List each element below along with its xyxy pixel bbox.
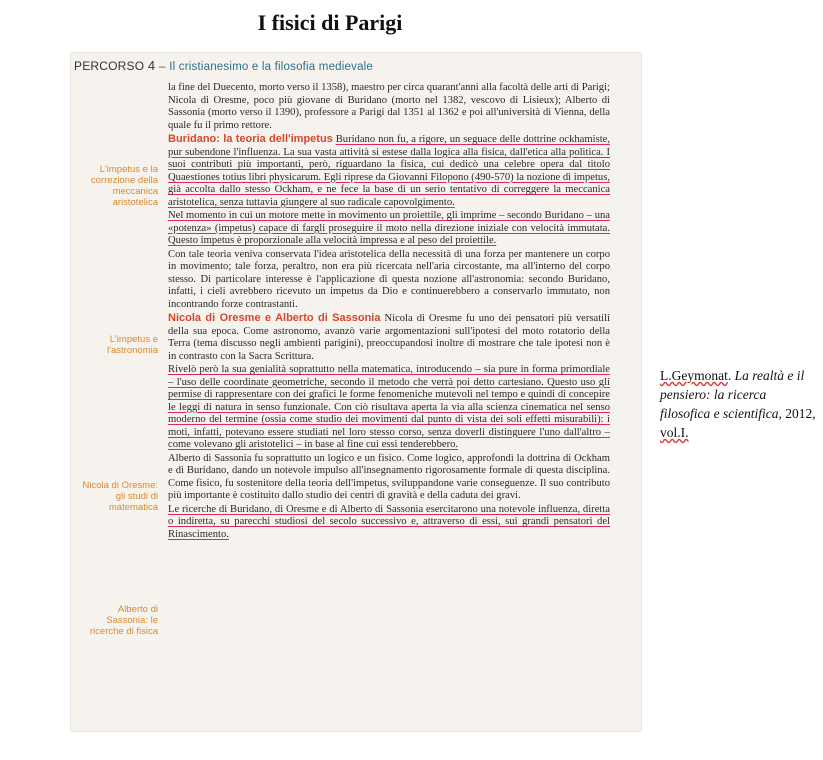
margin-note-impetus: L'impetus e la correzione della meccanica aristotelica	[90, 164, 158, 208]
page-title: I fisici di Parigi	[257, 10, 403, 35]
paragraph-conclusion: Le ricerche di Buridano, di Oresme e di Alberto di Sassonia esercitarono una notevole influenza, diretta o indiretta, su parecchi studiosi del secolo successivo e, attraverso di essi, sui grandi pensatori del Rinascimento.	[168, 503, 610, 540]
margin-note-oresme: Nicola di Oresme: gli studi di matematica	[82, 480, 158, 513]
citation-volume: vol.I.	[660, 425, 689, 440]
citation-title: La realtà e il pensiero: la ricerca filosofica e scientifica	[660, 368, 805, 421]
scanned-book-page	[70, 52, 642, 732]
section-heading-buridano: Buridano: la teoria dell'impetus	[168, 133, 333, 145]
paragraph-buridano	[168, 133, 610, 209]
paragraph-oresme	[168, 312, 610, 363]
paragraph-sassonia: Alberto di Sassonia fu soprattutto un logico e un fisico. Come logico, approfondì la dottrina di Ockham e di Buridano, dando un notevole impulso all'insegnamento rigorosamente formale di questa disciplina. Come fisico, fu sostenitore della teoria dell'impetus, sviluppandone varie conseguenze. Il suo contributo più importante è costituito dallo studio dei centri di gravità e della caduta dei gravi.	[168, 452, 610, 501]
running-head-subtitle: Il cristianesimo e la filosofia medievale	[169, 61, 374, 73]
paragraph-impetus-definition: Nel momento in cui un motore mette in movimento un proiettile, gli imprime – secondo Buridano – una «potenza» (impetus) capace di fargli proseguire il moto nella direzione iniziale con velocità immutata. Questo impetus è proporzionale alla velocità impressa e al peso del proiettile.	[168, 210, 610, 246]
citation-author: L.Geymonat	[660, 368, 728, 383]
margin-note-astronomia: L'impetus e l'astronomia	[107, 334, 158, 356]
paragraph-oresme-text: Nicola di Oresme fu uno dei pensatori più versatili della sua epoca. Come astronomo, avanzò varie argomentazioni sull'ipotesi del moto rotatorio della Terra (tema discusso negli ambienti parigini), preoccupandosi inoltre di mostrare che tale ipotesi non è in contrasto con la Sacra Scrittura.	[168, 313, 610, 362]
page-body-text	[168, 82, 610, 542]
paragraph-impetus-astronomy: Con tale teoria veniva conservata l'idea aristotelica della necessità di una forza per mantenere un corpo in movimento; tale forza, peraltro, non era più ricercata nell'aria circostante, ma all'interno del corpo stesso. Di particolare interesse è l'applicazione di questa nozione all'astronomia: secondo Buridano, infatti, i cieli avrebbero ricevuto un impetus da Dio e continuerebbero a conservarlo immutato, non incontrando forze contrastanti.	[168, 248, 610, 310]
source-citation: L.Geymonat. La realtà e il pensiero: la ricerca filosofica e scientifica, 2012, vol.I.	[660, 368, 816, 440]
paragraph-intro: la fine del Duecento, morto verso il 1358), maestro per circa quarant'anni alla facoltà delle arti di Parigi; Nicola di Oresme, poco più giovane di Buridano (morto nel 1382, vescovo di Lisieux); Alberto di Sassonia (morto verso il 1390), professore a Parigi dal 1351 al 1362 e poi all'università di Vienna, della quale fu il primo rettore.	[168, 82, 610, 131]
running-head-number: 4	[147, 58, 156, 73]
citation-year: , 2012,	[778, 406, 816, 421]
paragraph-oresme-math: Rivelò però la sua genialità soprattutto nella matematica, introducendo – sia pure in forma primordiale – l'uso delle coordinate geometriche, secondo il metodo che verrà poi detto cartesiano. Questo uso gli permise di rappresentare con dei grafici le forme fenomeniche mutevoli nel tempo e quindi di concepire le leggi di natura in senso funzionale. Con ciò risultava aperta la via alla scienza cinematica nel senso moderno del termine (ossia come studio dei movimenti dal punto di vista dei soli effetti misurabili): i moti, infatti, potevano essere studiati nel loro stesso corso, senza doverli distinguere l'uno dall'altro – come volevano gli aristotelici – in base al fine cui essi tenderebbero.	[168, 364, 610, 450]
margin-note-sassonia: Alberto di Sassonia: le ricerche di fisica	[89, 604, 158, 637]
running-head-dash: –	[158, 59, 166, 73]
section-heading-oresme: Nicola di Oresme e Alberto di Sassonia	[168, 312, 381, 324]
running-head	[74, 58, 373, 73]
running-head-label: PERCORSO	[74, 59, 145, 73]
paragraph-buridano-text: Buridano non fu, a rigore, un seguace delle dottrine ockhamiste, pur subendone l'influenza. La sua vasta attività si estese dalla logica alla fisica, dall'etica alla politica. I suoi contributi più importanti, però, riguardano la fisica, cui dedicò una celebre opera dal titolo Quaestiones totius libri physicarum. Egli riprese da Giovanni Filopono (490-570) la nozione di impetus, già accolta dallo stesso Ockham, e ne fece la base di un serio tentativo di correggere la meccanica aristotelica, senza tuttavia giungere al suo radicale capovolgimento.	[168, 134, 610, 208]
